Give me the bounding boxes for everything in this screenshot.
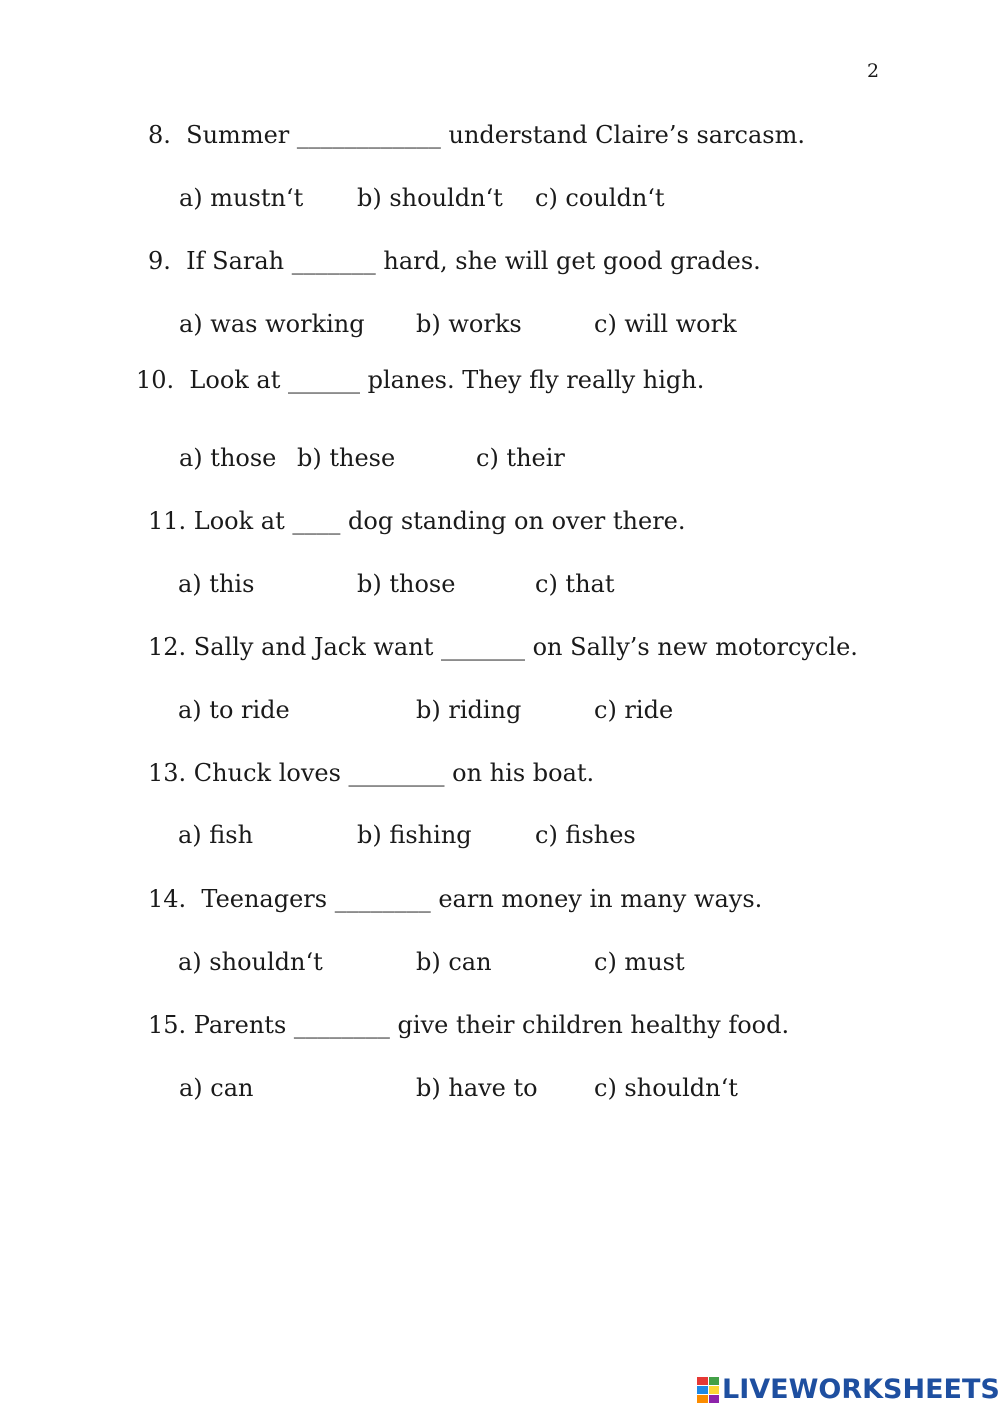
question-15-option-a[interactable]: a) can (179, 1074, 254, 1102)
logo-tile (697, 1386, 708, 1394)
logo-tile (709, 1386, 720, 1394)
question-8-option-a[interactable]: a) mustn‘t (179, 184, 304, 212)
question-9-option-b[interactable]: b) works (416, 310, 522, 338)
question-10-stem: 10. Look at ______ planes. They fly really high. (136, 366, 705, 394)
logo-tile (697, 1395, 708, 1403)
question-11-option-c[interactable]: c) that (535, 570, 615, 598)
question-12-stem: 12. Sally and Jack want _______ on Sally’s new motorcycle. (148, 633, 858, 661)
question-12-option-a[interactable]: a) to ride (178, 696, 290, 724)
question-9-option-a[interactable]: a) was working (179, 310, 365, 338)
liveworksheets-logo-icon (697, 1377, 719, 1403)
logo-tile (709, 1377, 720, 1385)
question-14-option-b[interactable]: b) can (416, 948, 492, 976)
question-8-option-c[interactable]: c) couldn‘t (535, 184, 665, 212)
question-10-option-b[interactable]: b) these (297, 444, 396, 472)
page-number: 2 (867, 60, 880, 82)
question-11-stem: 11. Look at ____ dog standing on over there. (148, 507, 686, 535)
question-11-option-a[interactable]: a) this (178, 570, 255, 598)
question-15-stem: 15. Parents ________ give their children healthy food. (148, 1011, 790, 1039)
question-8-stem: 8. Summer ____________ understand Claire’s sarcasm. (148, 121, 805, 149)
question-12-option-b[interactable]: b) riding (416, 696, 522, 724)
liveworksheets-logo (697, 1374, 1000, 1405)
question-13-stem: 13. Chuck loves ________ on his boat. (148, 759, 595, 787)
question-15-option-c[interactable]: c) shouldn‘t (594, 1074, 738, 1102)
question-10-option-c[interactable]: c) their (476, 444, 565, 472)
question-13-option-a[interactable]: a) fish (178, 821, 254, 849)
logo-tile (709, 1395, 720, 1403)
question-8-option-b[interactable]: b) shouldn‘t (357, 184, 503, 212)
question-10-option-a[interactable]: a) those (179, 444, 277, 472)
question-14-option-c[interactable]: c) must (594, 948, 685, 976)
question-12-option-c[interactable]: c) ride (594, 696, 674, 724)
question-14-stem: 14. Teenagers ________ earn money in many ways. (148, 885, 763, 913)
logo-tile (697, 1377, 708, 1385)
question-9-stem: 9. If Sarah _______ hard, she will get good grades. (148, 247, 761, 275)
liveworksheets-logo-text: LIVEWORKSHEETS (722, 1374, 1000, 1405)
question-11-option-b[interactable]: b) those (357, 570, 456, 598)
question-9-option-c[interactable]: c) will work (594, 310, 737, 338)
question-13-option-c[interactable]: c) fishes (535, 821, 636, 849)
question-14-option-a[interactable]: a) shouldn‘t (178, 948, 323, 976)
question-13-option-b[interactable]: b) fishing (357, 821, 472, 849)
question-15-option-b[interactable]: b) have to (416, 1074, 538, 1102)
